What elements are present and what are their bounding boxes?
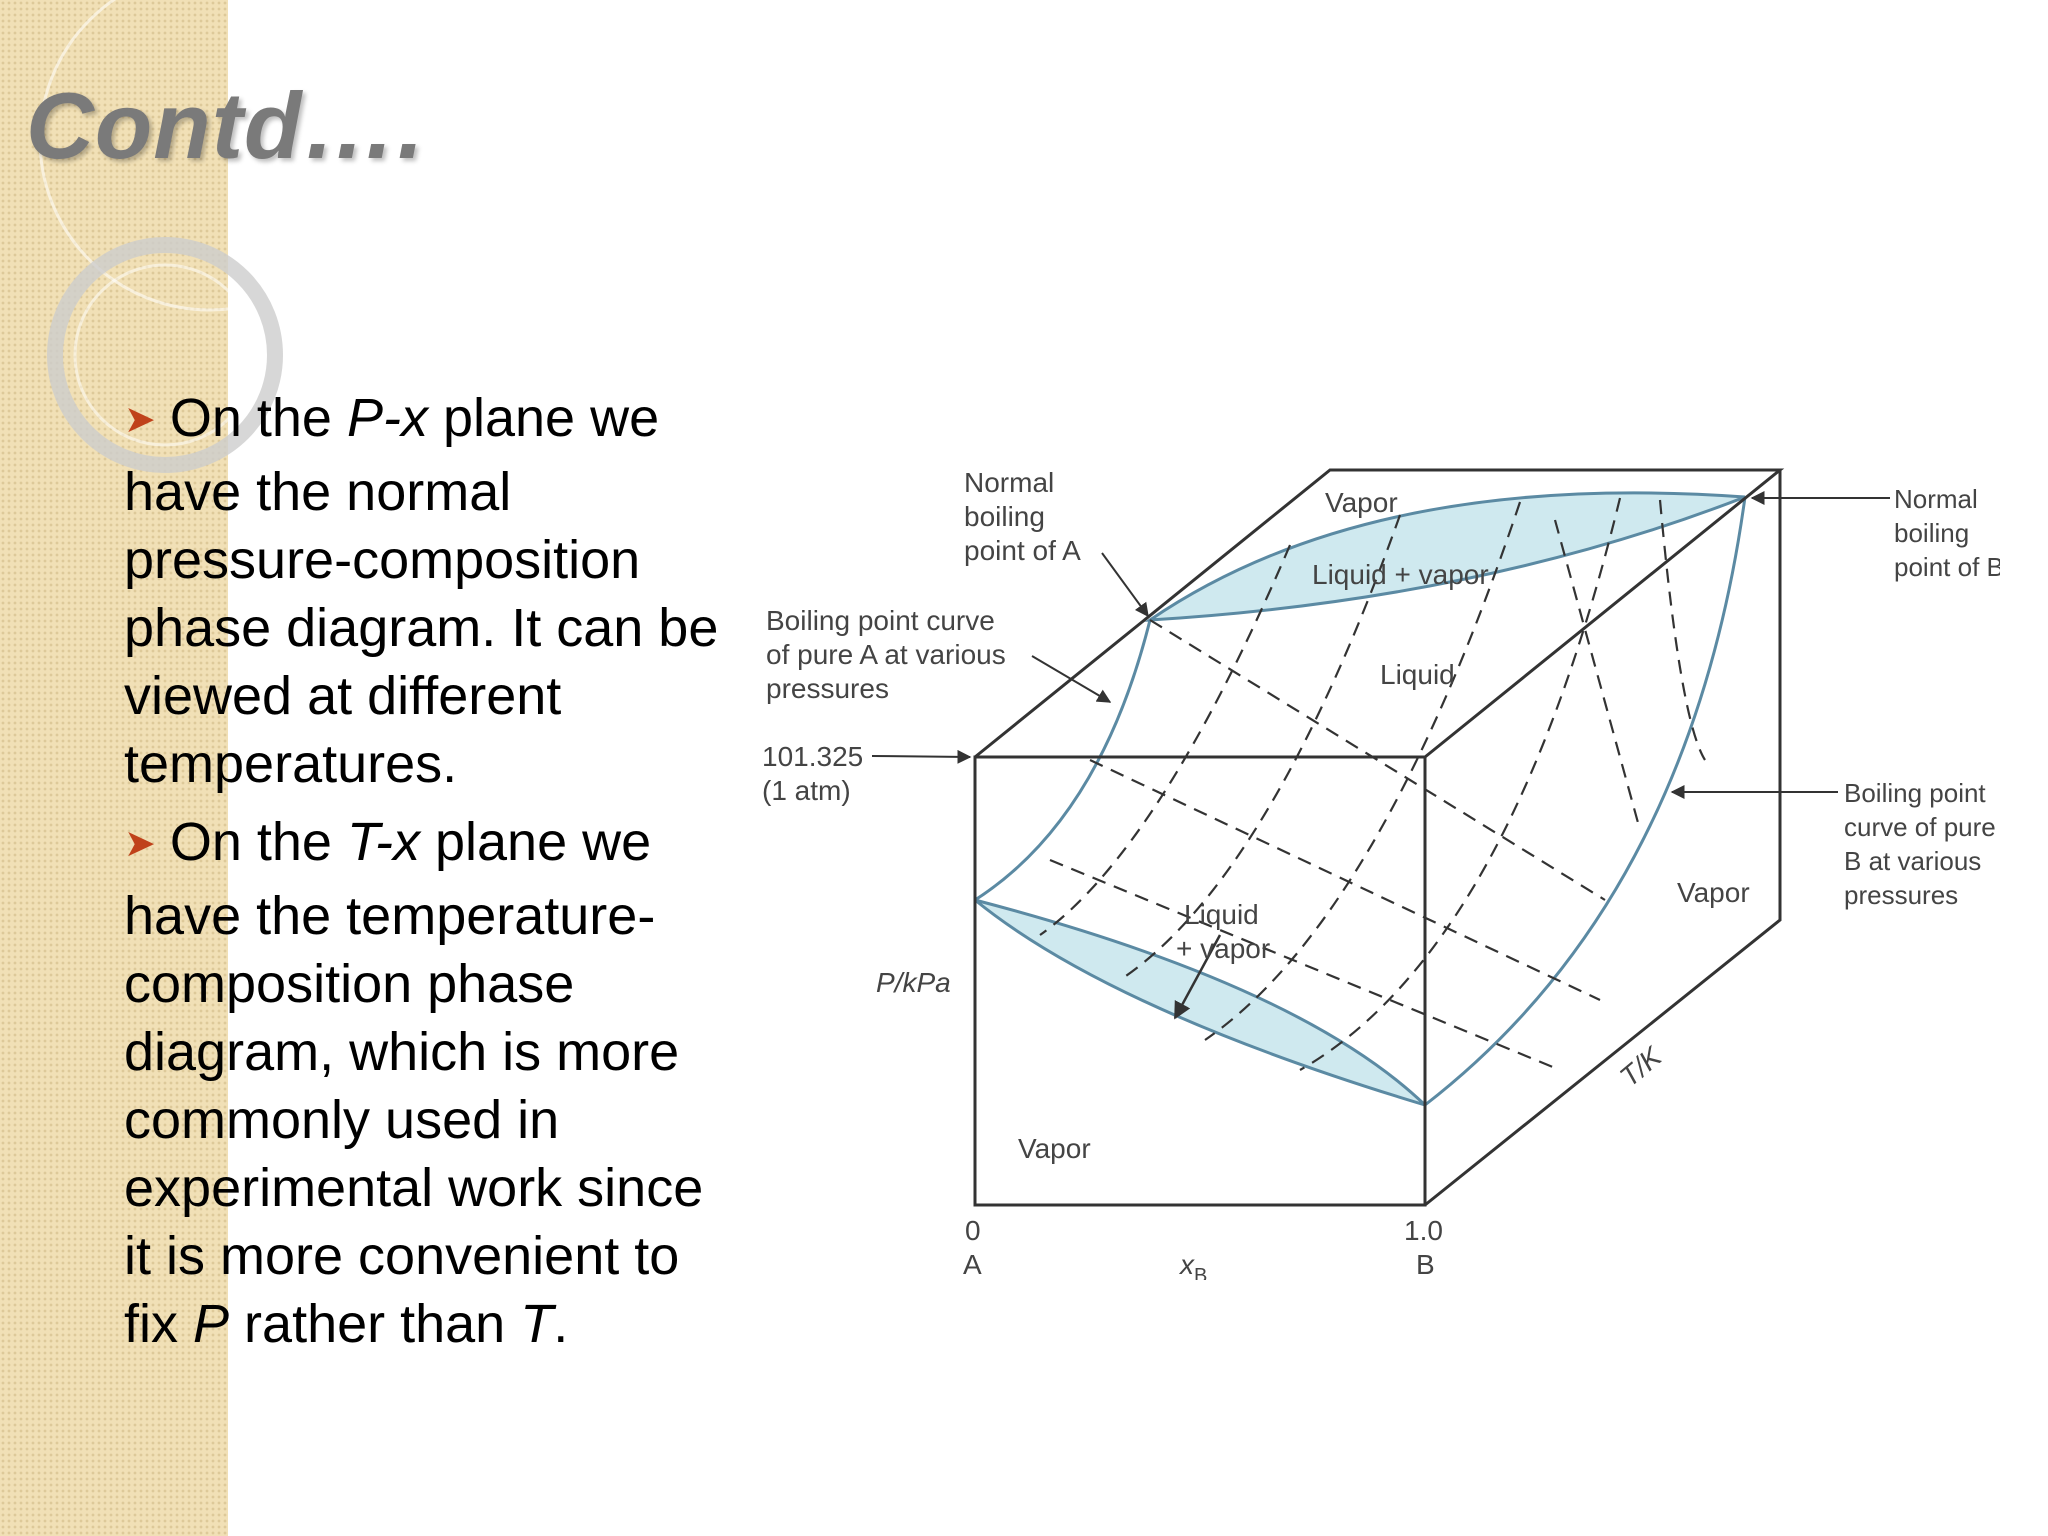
label-pressure-value: 101.325	[762, 741, 864, 772]
label-liquid-vapor-top: Liquid + vapor	[1312, 559, 1489, 590]
label-bp-curve-b-line2: curve of pure	[1844, 812, 1996, 842]
arrow-bullet-icon: ➤	[124, 823, 156, 865]
label-normal-bp-b-line1: Normal	[1894, 484, 1978, 514]
bullet-text-italic: P-x	[346, 388, 428, 448]
label-bp-curve-b-line1: Boiling point	[1844, 778, 1986, 808]
phase-diagram-svg	[752, 440, 2000, 1280]
phase-diagram-figure	[752, 440, 2000, 1280]
slide-title: Contd….	[26, 73, 425, 178]
label-bp-curve-a-line3: pressures	[766, 673, 889, 704]
label-normal-bp-b-line3: point of B	[1894, 552, 2000, 582]
label-vapor-right: Vapor	[1677, 877, 1750, 908]
label-normal-bp-a-line2: boiling	[964, 501, 1045, 532]
bullet-item	[124, 808, 724, 1358]
label-liquid-vapor-front-line2: + vapor	[1176, 933, 1271, 964]
bullet-text-italic: P	[193, 1294, 230, 1354]
label-vapor-top: Vapor	[1325, 487, 1398, 518]
label-pressure-atm: (1 atm)	[762, 775, 851, 806]
x-axis-main: x	[1180, 1249, 1194, 1280]
label-liquid-vapor-front-line1: Liquid	[1184, 899, 1259, 930]
label-bp-curve-b-line4: pressures	[1844, 880, 1959, 910]
bullet-text: On the	[169, 812, 347, 872]
pressure-value-arrow	[872, 756, 970, 757]
arrow-bullet-icon: ➤	[124, 399, 156, 441]
label-p-axis: P/kPa	[876, 967, 951, 998]
label-bp-curve-a-line1: Boiling point curve	[766, 605, 995, 636]
bullet-text-italic: T-x	[346, 812, 420, 872]
label-bp-curve-a-line2: of pure A at various	[766, 639, 1006, 670]
label-normal-bp-a-line1: Normal	[964, 467, 1055, 498]
label-t-axis: T/K	[1613, 1040, 1668, 1093]
label-vapor-front: Vapor	[1018, 1133, 1091, 1164]
label-bp-curve-b-line3: B at various	[1844, 846, 1982, 876]
label-x-one: 1.0	[1404, 1215, 1443, 1246]
bullet-item	[124, 384, 724, 798]
label-x-zero: 0	[965, 1215, 981, 1246]
label-normal-bp-a-line3: point of A	[964, 535, 1081, 566]
bullet-text: rather than	[229, 1294, 521, 1354]
top-liquid-vapor-region	[1150, 493, 1745, 620]
bullet-text: .	[553, 1294, 569, 1354]
x-axis-subscript: B	[1194, 1265, 1208, 1280]
bullet-text-italic: T	[520, 1294, 554, 1354]
bullet-text: plane we have the temperature-composition phase diagram, which is more commonly used in experimental work since it is more convenient to fix	[124, 812, 704, 1354]
bullet-list	[124, 384, 724, 1368]
bp-curve-a-arrow	[1032, 656, 1110, 702]
label-x-b: B	[1416, 1249, 1435, 1280]
front-liquid-vapor-region	[975, 900, 1425, 1105]
bullet-text: On the	[169, 388, 347, 448]
label-x-axis	[1178, 1249, 1207, 1280]
label-liquid: Liquid	[1380, 659, 1455, 690]
bullet-text: plane we have the normal pressure-composition phase diagram. It can be viewed at different temperatures.	[124, 388, 719, 794]
normal-bp-a-arrow	[1102, 553, 1148, 616]
label-x-a: A	[963, 1249, 982, 1280]
label-normal-bp-b-line2: boiling	[1894, 518, 1970, 548]
